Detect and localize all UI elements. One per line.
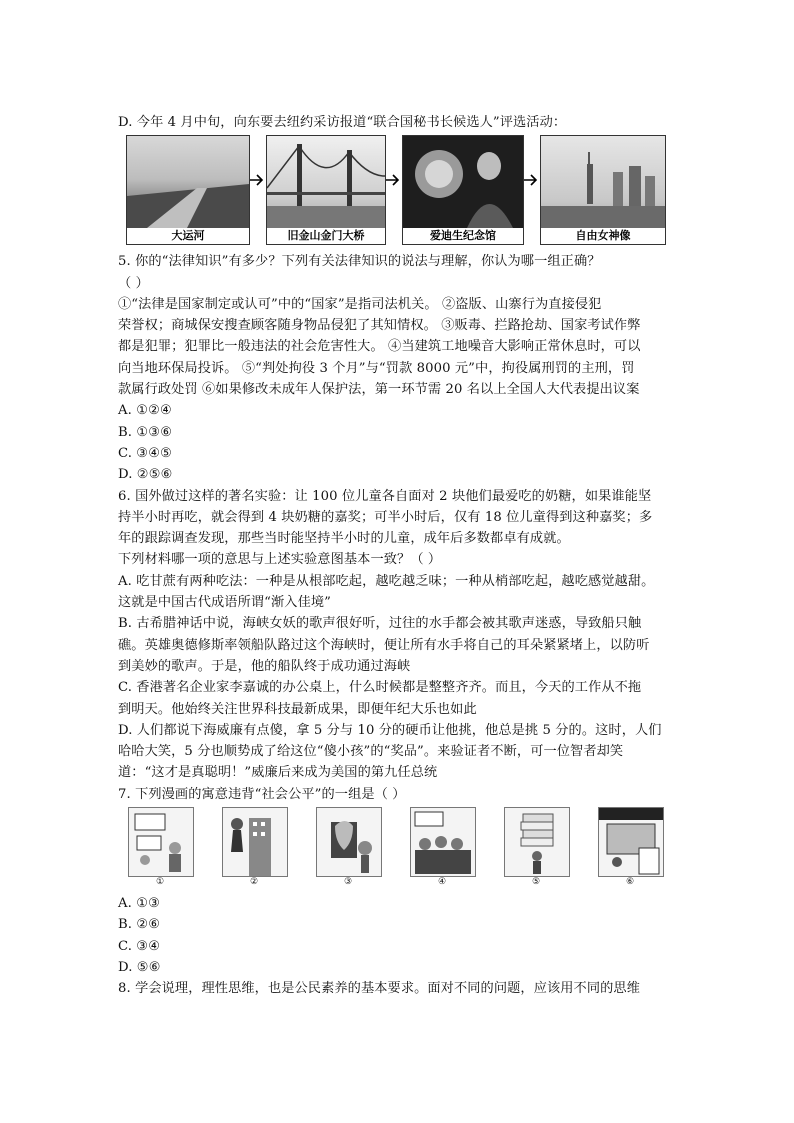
option-a: 这就是中国古代成语所谓“渐入佳境”	[118, 595, 331, 611]
option-c: 到明天。他始终关注世界科技最新成果，即便年纪大乐也如此	[118, 701, 477, 717]
cartoon-image	[598, 807, 664, 877]
cartoon-image	[316, 807, 382, 877]
question-5-body: ①“法律是国家制定或认可”中的“国家”是指司法机关。 ②盗版、山寨行为直接侵犯	[118, 296, 602, 312]
photo-caption: 大运河	[127, 228, 249, 244]
photo-caption: 爱迪生纪念馆	[403, 228, 523, 244]
option-b: B. ①③⑥	[118, 424, 173, 440]
question-6-stem: 下列材料哪一项的意思与上述实验意图基本一致？（ ）	[118, 552, 442, 568]
photo-caption: 旧金山金门大桥	[267, 228, 385, 244]
option-b: 礁。英雄奥德修斯率领船队路过这个海峡时，便让所有水手将自己的耳朵紧紧堵上，以防听	[118, 637, 650, 653]
question-5-stem: 5. 你的“法律知识”有多少？下列有关法律知识的说法与理解，你认为哪一组正确？	[118, 254, 601, 270]
cartoon-number: ④	[437, 877, 447, 888]
option-d: 哈哈大笑，5 分也顺势成了给这位“傻小孩”的“奖品”。来验证者不断，可一位智者却笑	[118, 744, 624, 760]
question-6-body: 6. 国外做过这样的著名实验：让 100 位儿童各自面对 2 块他们最爱吃的奶糖，如果谁能坚	[118, 488, 652, 504]
question-5-body: 都是犯罪；犯罪比一般违法的社会危害性大。 ④当建筑工地噪音大影响正常休息时，可以	[118, 339, 641, 355]
question-4-option-d: D. 今年 4 月中旬，向东要去纽约采访报道“联合国秘书长候选人”评选活动：	[118, 115, 567, 130]
cartoon-number: ⑤	[531, 877, 541, 888]
cartoon-number: ②	[249, 877, 259, 888]
cartoon-image	[410, 807, 476, 877]
option-b: B. ②⑥	[118, 917, 161, 933]
arrow-right-icon	[250, 173, 264, 187]
liberty-image	[541, 136, 665, 228]
option-a: A. 吃甘蔗有两种吃法：一种是从根部吃起，越吃越乏味；一种从梢部吃起，越吃感觉越甜。	[118, 573, 655, 589]
document-page	[118, 112, 678, 1000]
option-d: D. ②⑤⑥	[118, 467, 173, 483]
cartoon-number: ③	[343, 877, 353, 888]
question-7-stem: 7. 下列漫画的寓意违背“社会公平”的一组是（ ）	[118, 786, 406, 802]
question-6-body: 持半小时再吃，就会得到 4 块奶糖的嘉奖；可半小时后，仅有 18 位儿童得到这种嘉奖；多	[118, 509, 653, 525]
question-5-body: 款属行政处罚 ⑥如果修改未成年人保护法，第一环节需 20 名以上全国人大代表提出议案	[118, 382, 640, 398]
option-d: D. ⑤⑥	[118, 959, 161, 975]
option-b: 到美妙的歌声。于是，他的船队终于成功通过海峡	[118, 658, 411, 674]
option-a: A. ①②④	[118, 403, 172, 419]
cartoon-strip	[118, 807, 678, 887]
question-5-body: 荣誉权；商城保安搜查顾客随身物品侵犯了其知情权。 ③贩毒、拦路抢劫、国家考试作弊	[118, 318, 641, 334]
option-c: C. ③④	[118, 938, 161, 954]
question-6-body: 年的跟踪调查发现，那些当时能坚持半小时的儿童，成年后多数都卓有成就。	[118, 531, 570, 547]
option-c: C. 香港著名企业家李嘉诚的办公桌上，什么时候都是整整齐齐。而且，今天的工作从不拖	[118, 680, 642, 696]
golden-gate-photo	[266, 135, 386, 245]
option-a: A. ①③	[118, 896, 161, 912]
photo-caption: 自由女神像	[541, 228, 665, 244]
arrow-right-icon	[386, 173, 400, 187]
statue-of-liberty-photo	[540, 135, 666, 245]
edison-museum-photo	[402, 135, 524, 245]
bridge-image	[267, 136, 385, 228]
option-b: B. 古希腊神话中说，海峡女妖的歌声很好听，过往的水手都会被其歌声迷惑，导致船只触	[118, 616, 642, 632]
canal-image	[127, 136, 249, 228]
cartoon-number: ⑥	[625, 877, 635, 888]
answer-bracket: （ ）	[118, 275, 149, 291]
cartoon-image	[128, 807, 194, 877]
option-d: 道：“这才是真聪明！”威廉后来成为美国的第九任总统	[118, 765, 438, 781]
edison-image	[403, 136, 523, 228]
cartoon-image	[222, 807, 288, 877]
question-8-stem: 8. 学会说理，理性思维，也是公民素养的基本要求。面对不同的问题，应该用不同的思维	[118, 981, 640, 997]
photo-strip	[122, 135, 678, 247]
question-5-body: 向当地环保局投诉。 ⑤“判处拘役 3 个月”与“罚款 8000 元”中，拘役属刑罚的主刑，罚	[118, 360, 635, 376]
option-d: D. 人们都说下海威廉有点傻，拿 5 分与 10 分的硬币让他挑，他总是挑 5 分的。这时，人们	[118, 722, 662, 738]
canal-photo	[126, 135, 250, 245]
arrow-right-icon	[524, 173, 538, 187]
option-c: C. ③④⑤	[118, 445, 173, 461]
cartoon-number: ①	[155, 877, 165, 888]
cartoon-image	[504, 807, 570, 877]
